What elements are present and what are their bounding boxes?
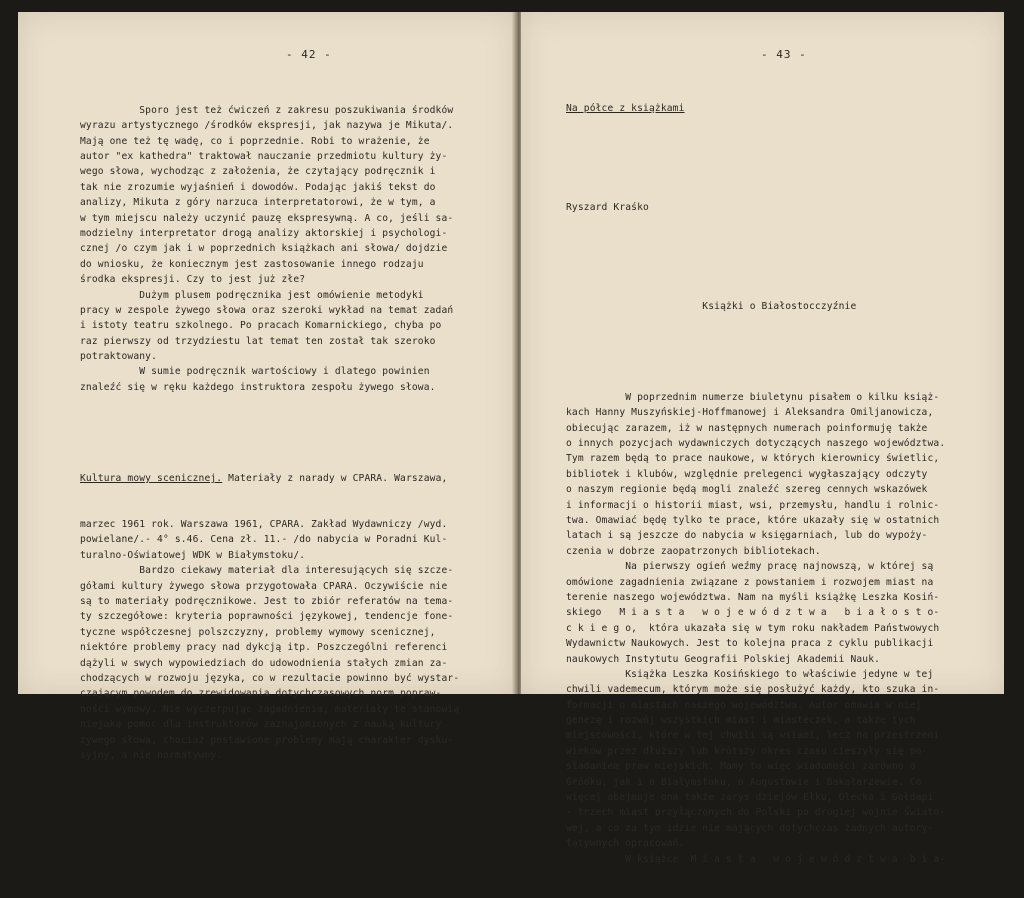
text-line: siadaniem praw miejskich. Mamy tu więc wiadomości zarówno o bbox=[566, 761, 916, 773]
text-line: naukowych Instytutu Geografii Polskiej Akademii Nauk. bbox=[566, 653, 881, 665]
text-line: marzec 1961 rok. Warszawa 1961, CPARA. Zakład Wydawniczy /wyd. bbox=[80, 519, 448, 531]
text-line: powielane/.- 4° s.46. Cena zł. 11.- /do nabycia w Poradni Kul- bbox=[80, 534, 448, 546]
text-line: latach i są jeszcze do nabycia w księgarniach, lub do wypoży- bbox=[566, 530, 928, 542]
text-line: chwili vademecum, którym może się posłużyć każdy, kto szuka in- bbox=[566, 684, 940, 696]
text-line: czenia w dobrze zaopatrzonych bibliotekach. bbox=[566, 545, 821, 557]
text-line: autor "ex kathedra" traktował nauczanie przedmiotu kultury ży- bbox=[80, 150, 448, 162]
text-line: Wydawnictw Naukowych. Jest to kolejna praca z cyklu publikacji bbox=[566, 638, 934, 650]
right-page-text bbox=[566, 70, 945, 898]
text-line: o naszym regionie będą mogli znaleźć szereg cennych wskazówek bbox=[566, 484, 928, 496]
text-line: tatywnych opracowań. bbox=[566, 838, 685, 850]
text-line: c k i e g o, która ukazała się w tym roku nakładem Państwowych bbox=[566, 622, 940, 634]
text-line: ności wymowy. Nie wyczerpując zagadnienia, materiały te stanowią bbox=[80, 703, 460, 715]
text-line: kach Hanny Muszyńskiej-Hoffmanowej i Aleksandra Omiljanowicza, bbox=[566, 407, 934, 419]
article-title: Książki o Białostocczyźnie bbox=[566, 300, 857, 312]
text-line: Tym razem będą to prace naukowe, w których kierownicy świetlic, bbox=[566, 453, 940, 465]
text-line: bibliotek i klubów, względnie prelegenci wygłaszający odczyty bbox=[566, 468, 928, 480]
text-line: wyrazu artystycznego /środków ekspresji, jak nazywa je Mikuta/. bbox=[80, 120, 454, 132]
text-line: formacji o miastach naszego województwa. Autor omawia w niej bbox=[566, 699, 922, 711]
text-line: Książka Leszka Kosińskiego to właściwie jedyne w tej bbox=[566, 668, 934, 680]
text-line: tak nie zrozumie wyjaśnień i dowodów. Podając jakiś tekst do bbox=[80, 181, 436, 193]
text-line: turalno-Oświatowej WDK w Białymstoku/. bbox=[80, 549, 306, 561]
text-line: skiego M i a s t a w o j e w ó d z t w a b i a ł o s t o- bbox=[566, 607, 940, 619]
text-line: więcej obejmuje ona także zarys dziejów Ełku, Olecka i Gołdapi bbox=[566, 792, 934, 804]
text-line: terenie naszego województwa. Nam na myśli książkę Leszka Kosiń- bbox=[566, 591, 940, 603]
text-line: obiecując zarazem, iż w następnych numerach poinformuję także bbox=[566, 422, 928, 434]
text-line: - trzech miast przyłączonych do Polski po drugiej wojnie świato- bbox=[566, 807, 946, 819]
page-number-left: - 42 - bbox=[286, 48, 332, 61]
text-line: środka ekspresji. Czy to jest już złe? bbox=[80, 274, 306, 286]
text-line: W książce M i a s t a w o j e w ó d z t w a b i a- bbox=[566, 853, 946, 865]
text-line: Mają one też tę wadę, co i poprzednie. Robi to wrażenie, że bbox=[80, 135, 430, 147]
text-line: do wniosku, że koniecznym jest zastosowanie innego rodzaju bbox=[80, 258, 424, 270]
page-number-right: - 43 - bbox=[761, 48, 807, 61]
text-line: cznej /o czym jak i w poprzednich książkach ani słowa/ dojdzie bbox=[80, 243, 448, 255]
text-line: wej, a co za tym idzie nie mających dotychczas żadnych autory- bbox=[566, 822, 934, 834]
article-author: Ryszard Kraśko bbox=[566, 201, 649, 213]
text-line: W poprzednim numerze biuletynu pisałem o kilku książ- bbox=[566, 391, 940, 403]
section-first-line: Materiały z narady w CPARA. Warszawa, bbox=[222, 472, 448, 484]
left-page bbox=[18, 12, 515, 761]
text-line: genezę i rozwój wszystkich miast i miasteczek, a także tych bbox=[566, 715, 916, 727]
text-line: niejaką pomoc dla instruktorów zaznajomionych z nauką kultury bbox=[80, 719, 442, 731]
text-line: w tym miejscu należy uczynić pauzę ekspresywną. A co, jeśli sa- bbox=[80, 212, 454, 224]
text-line: twa. Omawiać będę tylko te prace, które ukazały się w ostatnich bbox=[566, 514, 940, 526]
text-line: o innych pozycjach wydawniczych dotyczących naszego województwa. bbox=[566, 438, 946, 450]
left-page-text bbox=[80, 72, 459, 794]
column-title: Na półce z książkami bbox=[566, 102, 685, 114]
text-line: pracy w zespole żywego słowa oraz szeroki wykład na temat zadań bbox=[80, 304, 454, 316]
text-line: chodzących w rozwoju języka, co w rezultacie powinno być wystar- bbox=[80, 672, 460, 684]
text-line: miejscowości, które w tej chwili są wsiami, lecz na przestrzeni bbox=[566, 730, 940, 742]
text-line: tyczne współczesnej polszczyzny, problemy wymowy scenicznej, bbox=[80, 626, 436, 638]
text-line: i informacji o historii miast, wsi, przemysłu, handlu i rolnic- bbox=[566, 499, 940, 511]
text-line: potraktowany. bbox=[80, 351, 158, 363]
text-line: omówione zagadnienia związane z powstaniem i rozwojem miast na bbox=[566, 576, 934, 588]
text-line: niektóre problemy pracy nad dykcją itp. Poszczególni referenci bbox=[80, 642, 448, 654]
book-spread bbox=[18, 12, 1004, 865]
text-line: znaleźć się w ręku każdego instruktora zespołu żywego słowa. bbox=[80, 381, 436, 393]
text-line: modzielny interpretator drogą analizy aktorskiej i psychologi- bbox=[80, 227, 448, 239]
text-line: wego słowa, wychodząc z założenia, że czytający podręcznik i bbox=[80, 166, 436, 178]
text-line: i istoty teatru szkolnego. Po pracach Komarnickiego, chyba po bbox=[80, 320, 442, 332]
text-line: analizy, Mikuta z góry narzuca interpretatorowi, że w tym, a bbox=[80, 197, 436, 209]
text-line: syjny, a nie normatywny. bbox=[80, 749, 223, 761]
right-page bbox=[521, 12, 1004, 865]
text-line: czającym powodem do zrewidowania dotychczasowych norm popraw- bbox=[80, 688, 442, 700]
text-line: wieków przez dłuższy lub krótszy okres czasu cieszyły się po- bbox=[566, 745, 928, 757]
text-line: Gródku, jak i o Białymstoku, o Augustowie i Bakałarzewie. Co bbox=[566, 776, 922, 788]
text-line: Sporo jest też ćwiczeń z zakresu poszukiwania środków bbox=[80, 104, 454, 116]
text-line: raz pierwszy od trzydziestu lat temat ten został tak szeroko bbox=[80, 335, 436, 347]
text-line: dążyli w swych wypowiedziach do udowodnienia stałych zmian za- bbox=[80, 657, 448, 669]
text-line: Na pierwszy ogień weźmy pracę najnowszą, w której są bbox=[566, 561, 934, 573]
text-line: W sumie podręcznik wartościowy i dlatego powinien bbox=[80, 366, 430, 378]
text-line: ty szczegółowe: kryteria poprawności językowej, tendencje fone- bbox=[80, 611, 454, 623]
text-line: są to materiały podręcznikowe. Jest to zbiór referatów na tema- bbox=[80, 596, 454, 608]
text-line: gółami kultury żywego słowa przygotowała CPARA. Oczywiście nie bbox=[80, 580, 448, 592]
text-line: Dużym plusem podręcznika jest omówienie metodyki bbox=[80, 289, 424, 301]
text-line: żywego słowa, chociaż postawione problemy mają charakter dysku- bbox=[80, 734, 454, 746]
text-line: Bardzo ciekawy materiał dla interesujących się szcze- bbox=[80, 565, 454, 577]
section-title: Kultura mowy scenicznej. bbox=[80, 472, 223, 484]
